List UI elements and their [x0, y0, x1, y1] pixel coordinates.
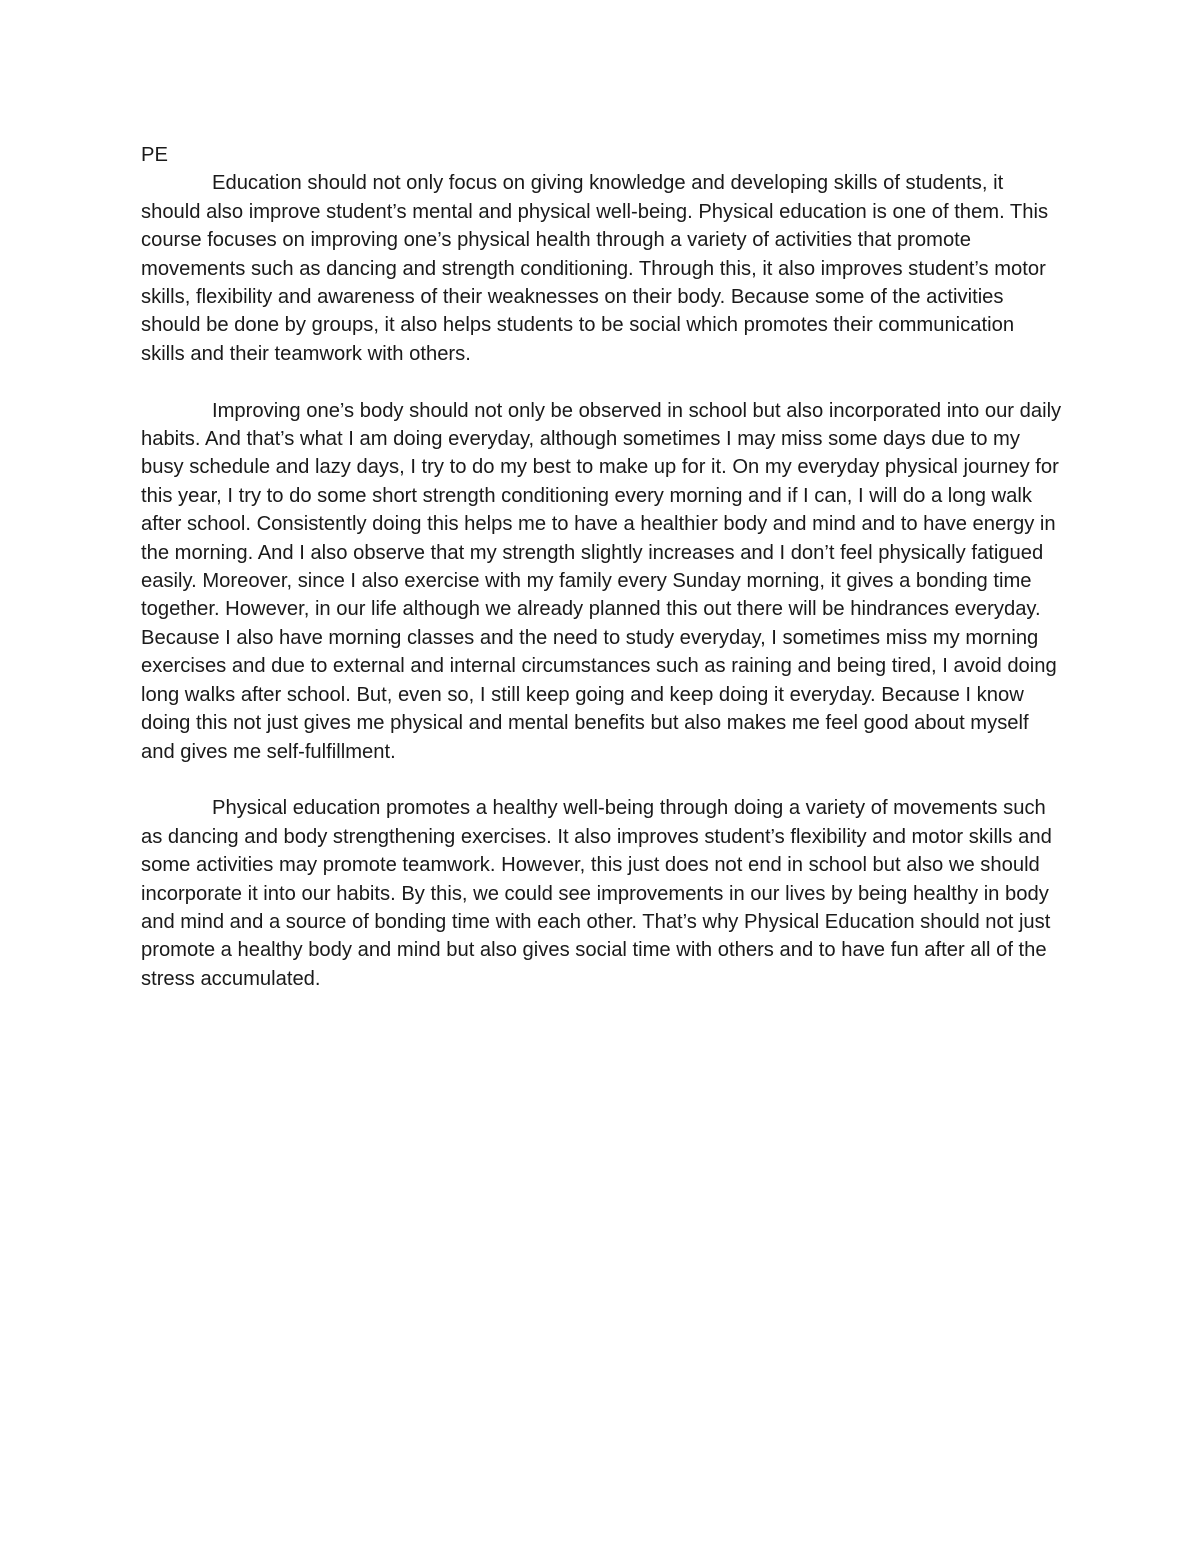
- paragraph-spacer: [141, 368, 1063, 396]
- paragraph-2: Improving one’s body should not only be observed in school but also incorporated into our daily habits. And that’s what I am doing everyday, although sometimes I may miss some days due to my busy schedule and lazy days, I try to do my best to make up for it. On my everyday physical journey for this year, I try to do some short strength conditioning every morning and if I can, I will do a long walk after school. Consistently doing this helps me to have a healthier body and mind and to have energy in the morning. And I also observe that my strength slightly increases and I don’t feel physically fatigued easily. Moreover, since I also exercise with my family every Sunday morning, it gives a bonding time together. However, in our life although we already planned this out there will be hindrances everyday. Because I also have morning classes and the need to study everyday, I sometimes miss my morning exercises and due to external and internal circumstances such as raining and being tired, I avoid doing long walks after school. But, even so, I still keep going and keep doing it everyday. Because I know doing this not just gives me physical and mental benefits but also makes me feel good about myself and gives me self-fulfillment.: [141, 399, 1062, 763]
- paragraph-spacer: [141, 766, 1063, 794]
- document-title: PE: [141, 144, 168, 166]
- document-body: [141, 141, 1063, 993]
- paragraph-3: Physical education promotes a healthy well-being through doing a variety of movements such as dancing and body strengthening exercises. It also improves student’s flexibility and motor skills and some activities may promote teamwork. However, this just does not end in school but also we should incorporate it into our habits. By this, we could see improvements in our lives by being healthy in body and mind and a source of bonding time with each other. That’s why Physical Education should not just promote a healthy body and mind but also gives social time with others and to have fun after all of the stress accumulated.: [141, 797, 1052, 990]
- paragraph-1: Education should not only focus on giving knowledge and developing skills of students, it should also improve student’s mental and physical well-being. Physical education is one of them. This course focuses on improving one’s physical health through a variety of activities that promote movements such as dancing and strength conditioning. Through this, it also improves student’s motor skills, flexibility and awareness of their weaknesses on their body. Because some of the activities should be done by groups, it also helps students to be social which promotes their communication skills and their teamwork with others.: [141, 172, 1049, 365]
